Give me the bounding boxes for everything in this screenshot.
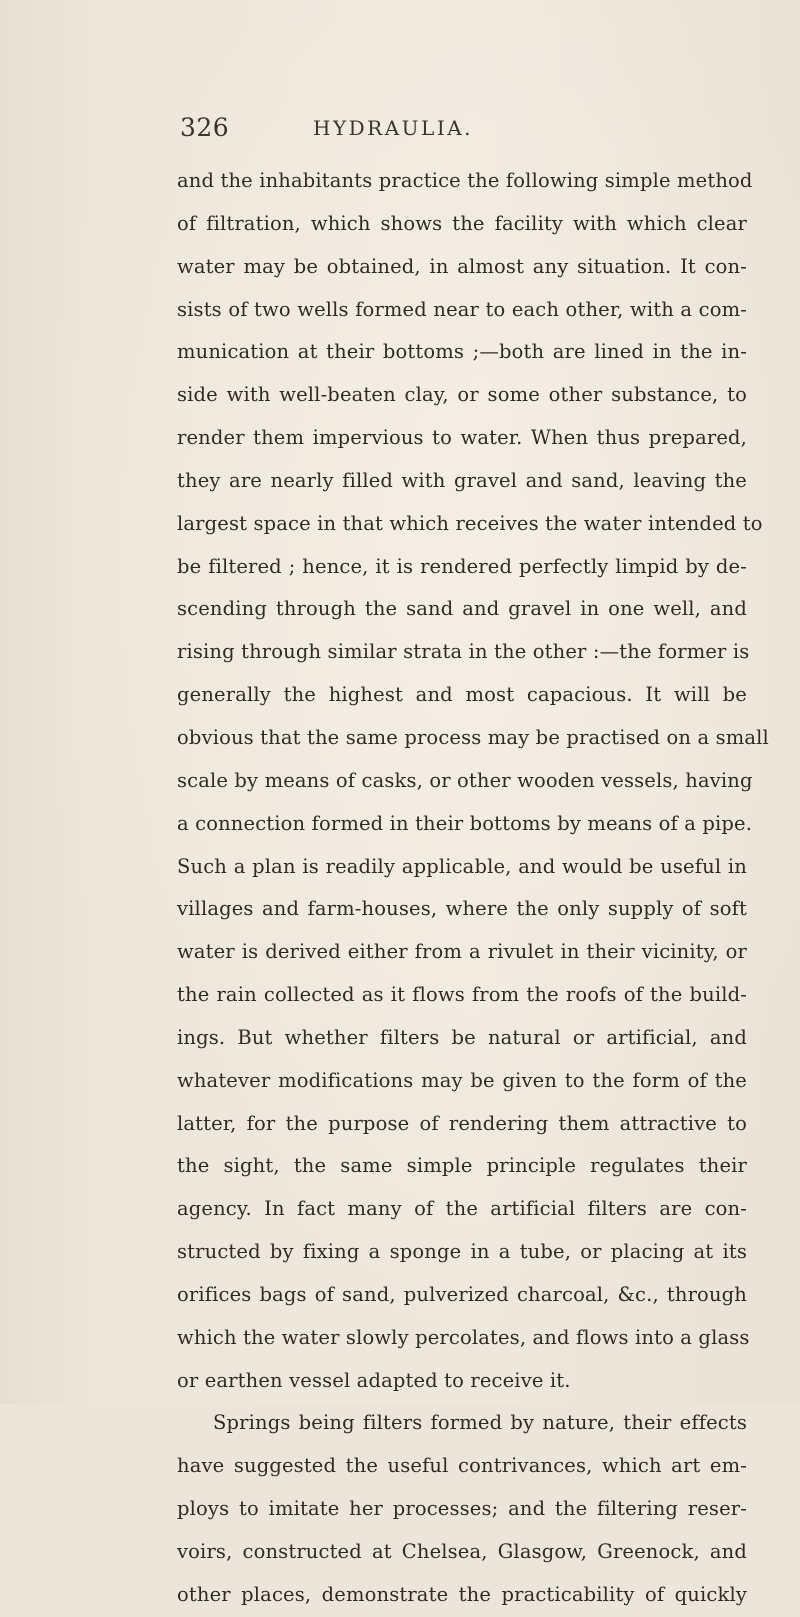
text-line: they are nearly filled with gravel and sand, leaving the <box>177 468 747 492</box>
text-line: render them impervious to water. When thus prepared, <box>177 426 747 450</box>
text-line: have suggested the useful contrivances, which art em- <box>177 1454 747 1478</box>
text-line: latter, for the purpose of rendering them attractive to <box>177 1111 747 1135</box>
text-line: a connection formed in their bottoms by means of a pipe. <box>177 811 753 835</box>
paragraph-1 <box>177 160 769 1402</box>
text-line: which the water slowly percolates, and flows into a glass <box>177 1325 750 1349</box>
text-line: Such a plan is readily applicable, and would be useful in <box>177 854 747 878</box>
text-line: whatever modifications may be given to the form of the <box>177 1068 747 1092</box>
text-line: rising through similar strata in the other :—the former is <box>177 640 750 664</box>
text-line: sists of two wells formed near to each other, with a com- <box>177 297 747 321</box>
text-line: agency. In fact many of the artificial filters are con- <box>177 1197 747 1221</box>
text-line: orifices bags of sand, pulverized charcoal, &c., through <box>177 1282 747 1306</box>
text-line: obvious that the same process may be practised on a small <box>177 725 769 749</box>
text-line: scending through the sand and gravel in one well, and <box>177 597 747 621</box>
text-line: scale by means of casks, or other wooden vessels, having <box>177 768 753 792</box>
text-line: structed by fixing a sponge in a tube, or placing at its <box>177 1240 747 1264</box>
text-line: munication at their bottoms ;—both are lined in the in- <box>177 340 747 364</box>
text-line: the rain collected as it flows from the roofs of the build- <box>177 983 747 1007</box>
running-title: HYDRAULIA. <box>313 116 474 140</box>
running-head <box>180 113 745 147</box>
paragraph-2 <box>177 1402 747 1616</box>
text-line: or earthen vessel adapted to receive it. <box>177 1368 571 1392</box>
text-line: water may be obtained, in almost any situation. It con- <box>177 254 747 278</box>
text-line: Springs being filters formed by nature, their effects <box>213 1411 747 1435</box>
page-number: 326 <box>180 113 230 142</box>
text-line: and the inhabitants practice the following simple method <box>177 169 753 192</box>
text-line: generally the highest and most capacious. It will be <box>177 683 747 707</box>
text-line: be filtered ; hence, it is rendered perfectly limpid by de- <box>177 554 747 578</box>
text-line: villages and farm-houses, where the only supply of soft <box>177 897 747 921</box>
text-line: of filtration, which shows the facility with which clear <box>177 211 747 235</box>
body-text <box>177 160 769 1617</box>
text-line: other places, demonstrate the practicability of quickly <box>177 1582 747 1606</box>
text-line: the sight, the same simple principle regulates their <box>177 1154 747 1178</box>
text-line: side with well-beaten clay, or some other substance, to <box>177 383 747 407</box>
text-line: ploys to imitate her processes; and the filtering reser- <box>177 1497 747 1521</box>
text-line: water is derived either from a rivulet in their vicinity, or <box>177 940 747 964</box>
text-line: voirs, constructed at Chelsea, Glasgow, Greenock, and <box>177 1540 747 1563</box>
text-line: largest space in that which receives the water intended to <box>177 511 763 535</box>
text-line: ings. But whether filters be natural or artificial, and <box>177 1025 747 1049</box>
